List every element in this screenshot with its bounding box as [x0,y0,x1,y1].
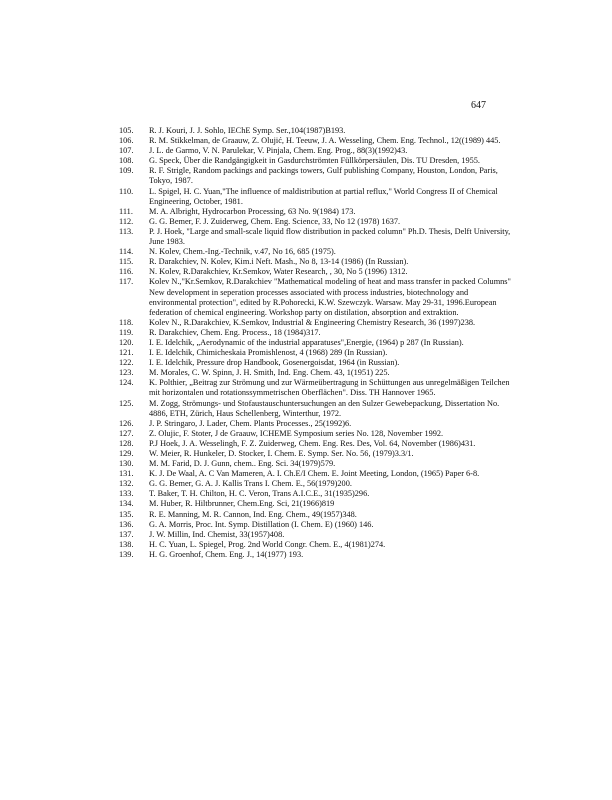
reference-text: R. Darakchiev, Chem. Eng. Process., 18 (1984)317. [149,327,321,337]
reference-item [119,277,511,317]
reference-text: J. L. de Garmo, V. N. Parulekar, V. Pinjala, Chem. Eng. Prog., 88(3)(1992)43. [149,146,408,156]
reference-number: 134. [119,499,134,509]
reference-text: T. Baker, T. H. Chilton, H. C. Veron, Trans A.I.C.E., 31(1935)296. [149,489,370,499]
reference-item [119,439,511,449]
reference-number: 126. [119,418,134,428]
reference-item [119,187,511,207]
reference-text: G. Speck, Über die Randgängigkeit in Gasdurchströmten Füllkörpersäulen, Dis. TU Dresden, 1955. [149,156,480,166]
reference-item [119,399,511,419]
reference-item [119,166,511,186]
reference-number: 105. [119,126,134,135]
reference-item [119,469,511,479]
reference-number: 128. [119,438,134,448]
reference-text: Kolev N., R.Darakchiev, K.Semkov, Industrial & Engineering Chemistry Research, 36 (1997)238. [149,317,476,327]
reference-number: 119. [119,327,134,337]
reference-text: I. E. Idelchik, „Aerodynamic of the industrial apparatuses",Energie, (1964) p 287 (In Russian). [149,337,464,347]
reference-text: G. G. Bemer, G. A. J. Kallis Trans I. Chem. E., 56(1979)200. [149,479,352,489]
reference-text: H. C. Yuan, L. Spiegel, Prog. 2nd World Congr. Chem. E., 4(1981)274. [149,539,386,549]
reference-item [119,358,511,368]
reference-number: 138. [119,539,134,549]
reference-item [119,227,511,247]
reference-text: R. F. Strigle, Random packings and packings towers, Gulf publishing Company, Houston, London, Paris, Tokyo, 1987. [149,166,498,186]
reference-number: 124. [119,378,134,388]
reference-text: P.J Hoek, J. A. Wesselingh, F. Z. Zuiderweg, Chem. Eng. Res. Des, Vol. 64, November (1986)431. [149,438,476,448]
reference-text: J. W. Millin, Ind. Chemist, 33(1957)408. [149,529,285,539]
reference-item [119,550,511,560]
reference-number: 129. [119,449,134,458]
reference-item [119,338,511,348]
reference-list [119,126,511,560]
reference-text: R. M. Stikkelman, de Graauw, Z. Olujić, H. Teeuw, J. A. Wesseling, Chem. Eng. Technol., 12((1989) 445. [149,136,501,146]
reference-number: 130. [119,459,134,469]
reference-item [119,156,511,166]
reference-number: 111. [119,206,133,216]
page-number: 647 [471,100,486,111]
reference-number: 131. [119,469,134,479]
reference-text: M. A. Albright, Hydrocarbon Processing, 63 No. 9(1984) 173. [149,206,356,216]
reference-item [119,328,511,338]
reference-item [119,146,511,156]
reference-number: 127. [119,428,134,438]
reference-item [119,499,511,509]
reference-item [119,207,511,217]
reference-text: M. M. Farid, D. J. Gunn, chem.. Eng. Sci. 34(1979)579. [149,459,336,469]
reference-item [119,429,511,439]
reference-number: 114. [119,247,134,257]
reference-item [119,479,511,489]
reference-item [119,348,511,358]
reference-number: 108. [119,156,134,166]
reference-item [119,318,511,328]
reference-text: W. Meier, R. Hunkeler, D. Stocker, I. Chem. E. Symp. Ser. No. 56, (1979)3.3/1. [149,449,414,458]
reference-item [119,449,511,459]
reference-number: 116. [119,267,134,277]
reference-text: I. E. Idelchik, Pressure drop Handbook, Gosenergoisdat, 1964 (in Russian). [149,358,400,368]
reference-number: 110. [119,186,134,196]
reference-item [119,510,511,520]
reference-text: R. E. Manning, M. R. Cannon, Ind. Eng. Chem., 49(1957)348. [149,509,357,519]
reference-text: L. Spigel, H. C. Yuan,"The influence of maldistribution at partial reflux," World Congress II of Chemical Engineering, October, 1981. [149,186,498,206]
reference-text: P. J. Hoek, "Large and small-scale liquid flow distribution in packed column" Ph.D. Thesis, Delft University, June 1983. [149,226,511,247]
reference-number: 120. [119,337,134,347]
reference-item [119,378,511,398]
reference-item [119,267,511,277]
reference-item [119,247,511,257]
reference-number: 109. [119,166,134,176]
reference-number: 113. [119,226,134,236]
reference-number: 107. [119,146,134,156]
reference-number: 115. [119,257,134,267]
reference-number: 112. [119,216,134,226]
reference-number: 122. [119,358,134,368]
reference-text: I. E. Idelchik, Chimicheskaia Promishlenost, 4 (1968) 289 (In Russian). [149,348,388,358]
reference-number: 121. [119,348,134,358]
reference-number: 139. [119,549,134,559]
reference-item [119,540,511,550]
reference-text: J. P. Stringaro, J. Lader, Chem. Plants Processes., 25(1992)6. [149,418,352,428]
reference-text: M. Morales, C. W. Spinn, J. H. Smith, Ind. Eng. Chem. 43, 1(1951) 225. [149,368,390,378]
reference-text: R. J. Kouri, J. J. Sohlo, IEChE Symp. Ser.,104(1987)B193. [149,126,346,135]
reference-item [119,520,511,530]
reference-text: K. J. De Waal, A. C Van Mameren, A. I. Ch.E/I Chem. E. Joint Meeting, London, (1965) Paper 6-8. [149,469,480,479]
reference-text: R. Darakchiev, N. Kolev, Kim.i Neft. Mash., No 8, 13-14 (1986) (In Russian). [149,257,409,267]
reference-item [119,530,511,540]
reference-number: 118. [119,317,134,327]
reference-number: 136. [119,519,134,529]
reference-number: 106. [119,136,134,146]
reference-item [119,489,511,499]
reference-text: N. Kolev, Chem.-Ing.-Technik, v.47, No 16, 685 (1975). [149,247,336,257]
reference-number: 135. [119,509,134,519]
reference-text: N. Kolev, R.Darakchiev, Kr.Semkov, Water Research, , 30, No 5 (1996) 1312. [149,267,408,277]
reference-number: 137. [119,529,134,539]
reference-item [119,126,511,136]
reference-number: 133. [119,489,134,499]
reference-text: G. G. Bemer, F. J. Zuiderweg, Chem. Eng. Science, 33, No 12 (1978) 1637. [149,216,401,226]
reference-item [119,459,511,469]
reference-item [119,419,511,429]
reference-item [119,257,511,267]
reference-text: G. A. Morris, Proc. Int. Symp. Distillation (I. Chem. E) (1960) 146. [149,519,374,529]
reference-text: Z. Olujic, F. Stoter, J de Graauw, ICHEME Symposium series No. 128, November 1992. [149,428,444,438]
reference-text: K. Polthier, „Beitrag zur Strömung und zur Wärmeübertragung in Schüttungen aus unregelmäßigen Teilchen mit horizontalen und rotationssymmetrischen Oberflächen". Diss. TH Hannover 1965. [149,378,510,398]
reference-number: 117. [119,277,134,287]
reference-text: H. G. Groenhof, Chem. Eng. J., 14(1977) 193. [149,549,304,559]
reference-text: M. Huber, R. Hiltbrunner, Chem.Eng. Sci, 21(1966)819 [149,499,335,509]
reference-number: 132. [119,479,134,489]
reference-item [119,136,511,146]
reference-number: 123. [119,368,134,378]
reference-text: M. Zogg, Strömungs- und Stofaustauschuntersuchungen an den Sulzer Gewebepackung, Dissertation No. 4886, ETH, Zürich, Haus Schellenberg, Winterthur, 1972. [149,398,500,418]
reference-item [119,217,511,227]
reference-number: 125. [119,398,134,408]
reference-text: Kolev N.,"Kr.Semkov, R.Darakchiev "Mathematical modeling of heat and mass transfer in packed Columns" New development in seperation processes associated with process industries, biotechnology and environmental protection", edited by R.Pohorecki, K.W. Szewczyk. Warsaw. May 29-31, 1996.European federation of chemical engineering. Workshop party on distilation, absorption and extraktion. [149,277,511,317]
reference-item [119,368,511,378]
